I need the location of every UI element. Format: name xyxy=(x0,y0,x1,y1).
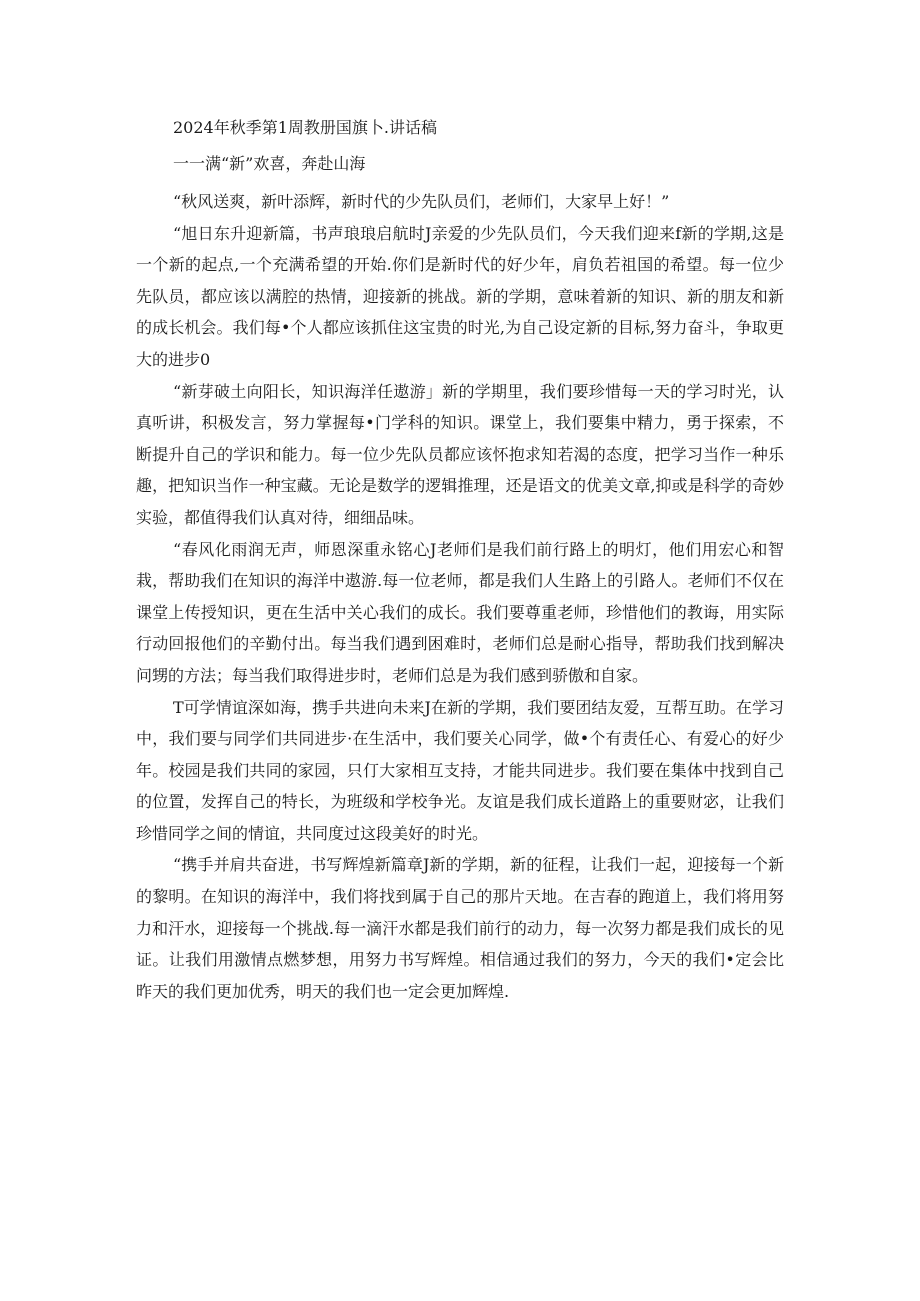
document-subtitle: 一一满“新”欢喜，奔赴山海 xyxy=(173,154,366,173)
paragraph-classmates: T可学情谊深如海，携手共进向未来J在新的学期，我们要团结友爱，互帮互助。在学习中，我们要与同学们共同进步·在生活中，我们要关心同学，做•个有责任心、有爱心的好少年。校园是我们共同的家园，只仃大家相互支持，才能共同进步。我们要在集体中找到自己的位置，发挥自己的特长，为班级和学校争光。友谊是我们成长道路上的重要财宓，让我们珍惜同学之间的情谊，共同度过这段美好的时光。 xyxy=(136,697,784,843)
paragraph-greeting: “秋风送爽，新叶添辉，新时代的少先队员们，老师们，大家早上好！” xyxy=(173,192,670,211)
document-body xyxy=(136,186,784,1007)
paragraph-new-semester: “旭日东升迎新篇，书声琅琅启航时J亲爱的少先队员们，今天我们迎来f新的学期,这是一个新的起点,一个充满希望的开始.你们是新时代的好少年，肩负若祖国的希望。每一位少先队员，都应该以满腔的热情，迎接新的挑战。新的学期，意味着新的知识、新的朋友和新的成长机会。我们每•个人都应该抓住这宝贵的时光,为自己设定新的目标,努力奋斗，争取更大的进步0 xyxy=(136,223,784,369)
paragraph-teachers: “春风化雨润无声，师恩深重永铭心J老师们是我们前行路上的明灯，他们用宏心和智栽，帮助我们在知识的海洋中遨游.每一位老师，都是我们人生路上的引路人。老师们不仅在课堂上传授知识，更在生活中关心我们的成长。我们要尊重老师，珍惜他们的教诲，用实际行动回报他们的辛勤付出。每当我们遇到困难时，老师们总是耐心指导，帮助我们找到解决问甥的方法；每当我们取得进步时，老师们总是为我们感到骄傲和自家。 xyxy=(136,539,784,685)
paragraph-conclusion: “携手并肩共奋进，书写辉煌新篇章J新的学期，新的征程，让我们一起，迎接每一个新的黎明。在知识的海洋中，我们将找到属于自己的那片天地。在吉春的跑道上，我们将用努力和汗水，迎接每一个挑战.每一滴汗水都是我们前行的动力，每一次努力都是我们成长的见证。让我们用激情点燃梦想，用努力书写辉煌。相信通过我们的努力，今天的我们•定会比昨天的我们更加优秀，明天的我们也一定会更加辉煌. xyxy=(136,855,784,1001)
document-title: 2024年秋季第1周教册国旗卜.讲话稿 xyxy=(173,118,437,137)
paragraph-study: “新芽破土向阳长，知识海洋任遨游」新的学期里，我们要珍惜每一天的学习时光，认真听讲，积极发言，努力掌握每•门学科的知识。课堂上，我们要集中精力，勇于探索，不断提升自己的学识和能力。每一位少先队员都应该怀抱求知若渴的态度，把学习当作一种乐趣，把知识当作一种宝藏。无论是数学的逻辑推理，还是语文的优美文章,抑或是科学的奇妙实验，都值得我们认真对待，细细品味。 xyxy=(136,381,784,527)
